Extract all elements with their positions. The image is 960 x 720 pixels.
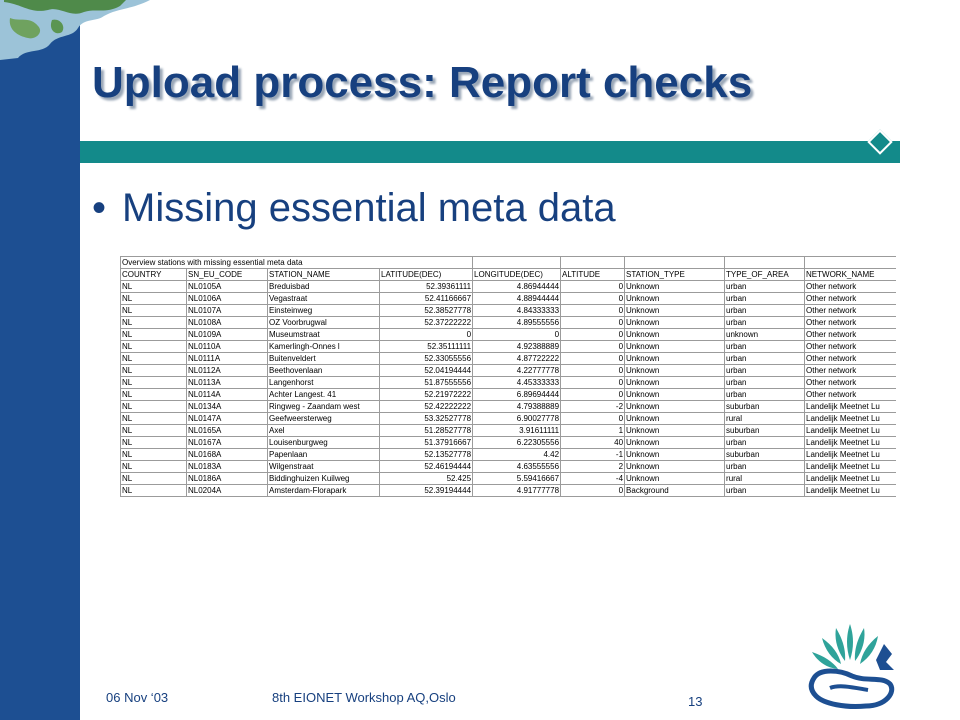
table-cell: 4.79388889 <box>473 401 561 413</box>
table-cell: 0 <box>561 329 625 341</box>
column-header: COUNTRY <box>121 269 187 281</box>
table-cell: Landelijk Meetnet Lu <box>805 413 896 425</box>
table-cell: NL0204A <box>187 485 268 497</box>
table-cell: NL <box>121 425 187 437</box>
table-cell: 52.42222222 <box>380 401 473 413</box>
table-cell: 4.89555556 <box>473 317 561 329</box>
table-cell: Unknown <box>625 437 725 449</box>
table-row <box>121 317 897 329</box>
table-cell: 52.39361111 <box>380 281 473 293</box>
table-cell: 0 <box>561 341 625 353</box>
table-cell: Geefweersterweg <box>268 413 380 425</box>
table-row <box>121 401 897 413</box>
table-cell: Amsterdam-Florapark <box>268 485 380 497</box>
table-row <box>121 353 897 365</box>
table-cell: -1 <box>561 449 625 461</box>
table-cell: 0 <box>561 353 625 365</box>
table-cell: urban <box>725 353 805 365</box>
table-cell: NL0112A <box>187 365 268 377</box>
table-cell: Louisenburgweg <box>268 437 380 449</box>
europe-map-icon <box>0 0 200 60</box>
table-cell: Unknown <box>625 449 725 461</box>
table-cell: 52.425 <box>380 473 473 485</box>
column-header: STATION_NAME <box>268 269 380 281</box>
table-cell: Other network <box>805 329 896 341</box>
table-cell: Papenlaan <box>268 449 380 461</box>
table-row <box>121 305 897 317</box>
table-cell: Unknown <box>625 377 725 389</box>
table-cell: urban <box>725 377 805 389</box>
footer-date: 06 Nov ‘03 <box>106 690 169 705</box>
table-row <box>121 473 897 485</box>
table-cell: urban <box>725 437 805 449</box>
table-cell: NL0168A <box>187 449 268 461</box>
table-cell: 51.37916667 <box>380 437 473 449</box>
table-cell: NL0110A <box>187 341 268 353</box>
table-cell: 52.35111111 <box>380 341 473 353</box>
spreadsheet-screenshot <box>120 256 896 512</box>
table-cell: 51.87555556 <box>380 377 473 389</box>
table-cell: NL <box>121 449 187 461</box>
table-cell: 52.46194444 <box>380 461 473 473</box>
bullet-icon: • <box>92 186 107 230</box>
table-cell: NL <box>121 293 187 305</box>
table-cell: Breduisbad <box>268 281 380 293</box>
table-caption-row <box>121 257 897 269</box>
table-cell: -2 <box>561 401 625 413</box>
stations-table <box>120 256 896 497</box>
table-cell: 0 <box>561 413 625 425</box>
table-cell: 40 <box>561 437 625 449</box>
table-cell: NL <box>121 389 187 401</box>
table-cell: 4.84333333 <box>473 305 561 317</box>
table-cell: 52.13527778 <box>380 449 473 461</box>
table-cell: urban <box>725 305 805 317</box>
table-cell: NL0111A <box>187 353 268 365</box>
table-cell: Landelijk Meetnet Lu <box>805 473 896 485</box>
table-cell: Unknown <box>625 413 725 425</box>
table-cell: Landelijk Meetnet Lu <box>805 437 896 449</box>
table-cell: Other network <box>805 365 896 377</box>
table-cell: 4.63555556 <box>473 461 561 473</box>
table-cell: NL0147A <box>187 413 268 425</box>
table-cell: urban <box>725 293 805 305</box>
table-cell: 52.38527778 <box>380 305 473 317</box>
table-row <box>121 377 897 389</box>
table-cell: urban <box>725 485 805 497</box>
table-cell: urban <box>725 461 805 473</box>
table-row <box>121 461 897 473</box>
table-cell: Landelijk Meetnet Lu <box>805 485 896 497</box>
table-cell: 52.41166667 <box>380 293 473 305</box>
table-cell: NL <box>121 317 187 329</box>
table-cell: suburban <box>725 425 805 437</box>
table-row <box>121 341 897 353</box>
table-cell: Landelijk Meetnet Lu <box>805 401 896 413</box>
table-caption: Overview stations with missing essential meta data <box>121 257 473 269</box>
table-cell: NL <box>121 329 187 341</box>
table-cell: unknown <box>725 329 805 341</box>
column-header: LONGITUDE(DEC) <box>473 269 561 281</box>
table-cell: 4.45333333 <box>473 377 561 389</box>
table-cell: urban <box>725 365 805 377</box>
table-cell: Unknown <box>625 353 725 365</box>
table-row <box>121 365 897 377</box>
column-header: ALTITUDE <box>561 269 625 281</box>
table-cell: Museumstraat <box>268 329 380 341</box>
table-cell: 52.04194444 <box>380 365 473 377</box>
table-cell: 0 <box>561 365 625 377</box>
table-cell: NL <box>121 281 187 293</box>
table-cell: 4.87722222 <box>473 353 561 365</box>
table-row <box>121 293 897 305</box>
table-cell: urban <box>725 317 805 329</box>
table-cell: rural <box>725 473 805 485</box>
table-cell: 0 <box>561 293 625 305</box>
table-cell: NL <box>121 437 187 449</box>
table-cell: NL <box>121 365 187 377</box>
table-cell: Unknown <box>625 425 725 437</box>
page-number: 13 <box>688 694 703 709</box>
column-header: SN_EU_CODE <box>187 269 268 281</box>
slide-title: Upload process: Report checks <box>92 58 753 107</box>
title-underline-bar <box>80 141 900 163</box>
table-cell: 6.89694444 <box>473 389 561 401</box>
table-cell: NL <box>121 401 187 413</box>
column-header: TYPE_OF_AREA <box>725 269 805 281</box>
table-cell: 0 <box>561 485 625 497</box>
table-cell: NL0109A <box>187 329 268 341</box>
table-cell: NL0106A <box>187 293 268 305</box>
table-cell: suburban <box>725 449 805 461</box>
table-cell: Unknown <box>625 401 725 413</box>
table-cell: Landelijk Meetnet Lu <box>805 461 896 473</box>
table-row <box>121 389 897 401</box>
bullet-point <box>92 186 616 231</box>
table-cell: 2 <box>561 461 625 473</box>
table-cell: Other network <box>805 353 896 365</box>
table-cell: Landelijk Meetnet Lu <box>805 449 896 461</box>
table-cell: Unknown <box>625 329 725 341</box>
table-cell: NL0167A <box>187 437 268 449</box>
table-cell: Kamerlingh-Onnes l <box>268 341 380 353</box>
table-cell: 4.22777778 <box>473 365 561 377</box>
table-cell: 5.59416667 <box>473 473 561 485</box>
table-cell: NL <box>121 305 187 317</box>
bullet-text: Missing essential meta data <box>122 186 616 230</box>
table-cell: Background <box>625 485 725 497</box>
table-row <box>121 329 897 341</box>
table-cell: 53.32527778 <box>380 413 473 425</box>
table-cell: 0 <box>380 329 473 341</box>
table-cell: Biddinghuizen Kuilweg <box>268 473 380 485</box>
table-cell: NL0105A <box>187 281 268 293</box>
table-cell: Unknown <box>625 305 725 317</box>
table-cell: Axel <box>268 425 380 437</box>
table-row <box>121 425 897 437</box>
table-cell: 0 <box>473 329 561 341</box>
table-cell: Landelijk Meetnet Lu <box>805 425 896 437</box>
table-cell: 6.22305556 <box>473 437 561 449</box>
table-cell: Unknown <box>625 281 725 293</box>
table-cell: 0 <box>561 305 625 317</box>
table-row <box>121 413 897 425</box>
column-header: NETWORK_NAME <box>805 269 896 281</box>
table-cell: 0 <box>561 317 625 329</box>
table-cell: NL <box>121 377 187 389</box>
table-cell: urban <box>725 281 805 293</box>
table-row <box>121 485 897 497</box>
table-cell: Other network <box>805 377 896 389</box>
table-cell: Other network <box>805 305 896 317</box>
table-cell: Einsteinweg <box>268 305 380 317</box>
table-cell: 52.39194444 <box>380 485 473 497</box>
table-cell: NL0113A <box>187 377 268 389</box>
table-cell: 6.90027778 <box>473 413 561 425</box>
table-cell: Unknown <box>625 389 725 401</box>
table-cell: NL0107A <box>187 305 268 317</box>
table-cell: Unknown <box>625 461 725 473</box>
table-cell: NL0108A <box>187 317 268 329</box>
table-cell: 52.33055556 <box>380 353 473 365</box>
table-cell: suburban <box>725 401 805 413</box>
table-cell: Vegastraat <box>268 293 380 305</box>
table-cell: Other network <box>805 317 896 329</box>
table-cell: NL <box>121 473 187 485</box>
table-cell: NL0134A <box>187 401 268 413</box>
table-cell: Beethovenlaan <box>268 365 380 377</box>
table-cell: 0 <box>561 377 625 389</box>
table-cell: NL <box>121 341 187 353</box>
table-cell: 3.91611111 <box>473 425 561 437</box>
table-cell: Ringweg - Zaandam west <box>268 401 380 413</box>
table-cell: 4.91777778 <box>473 485 561 497</box>
table-cell: rural <box>725 413 805 425</box>
table-cell: 0 <box>561 281 625 293</box>
table-cell: 4.88944444 <box>473 293 561 305</box>
table-cell: Other network <box>805 293 896 305</box>
table-cell: 0 <box>561 389 625 401</box>
table-cell: 4.86944444 <box>473 281 561 293</box>
table-cell: NL0114A <box>187 389 268 401</box>
table-cell: 52.37222222 <box>380 317 473 329</box>
table-cell: NL0165A <box>187 425 268 437</box>
column-header: LATITUDE(DEC) <box>380 269 473 281</box>
table-cell: Unknown <box>625 341 725 353</box>
table-cell: Unknown <box>625 365 725 377</box>
table-cell: NL <box>121 413 187 425</box>
column-header: STATION_TYPE <box>625 269 725 281</box>
table-cell: Unknown <box>625 473 725 485</box>
table-row <box>121 281 897 293</box>
table-cell: Other network <box>805 281 896 293</box>
table-cell: OZ Voorbrugwal <box>268 317 380 329</box>
table-cell: -4 <box>561 473 625 485</box>
footer-event: 8th EIONET Workshop AQ,Oslo <box>272 690 456 705</box>
table-cell: Unknown <box>625 317 725 329</box>
eea-logo-icon <box>800 614 900 714</box>
table-cell: Achter Langest. 41 <box>268 389 380 401</box>
table-cell: Other network <box>805 341 896 353</box>
table-cell: 52.21972222 <box>380 389 473 401</box>
table-cell: Wilgenstraat <box>268 461 380 473</box>
table-cell: urban <box>725 389 805 401</box>
table-cell: Langenhorst <box>268 377 380 389</box>
table-cell: NL <box>121 461 187 473</box>
table-cell: NL <box>121 485 187 497</box>
table-cell: Unknown <box>625 293 725 305</box>
table-header-row <box>121 269 897 281</box>
left-sidebar-bar <box>0 0 80 720</box>
table-cell: Other network <box>805 389 896 401</box>
table-cell: NL <box>121 353 187 365</box>
table-row <box>121 437 897 449</box>
table-cell: 1 <box>561 425 625 437</box>
table-row <box>121 449 897 461</box>
table-cell: NL0183A <box>187 461 268 473</box>
table-cell: 51.28527778 <box>380 425 473 437</box>
table-cell: NL0186A <box>187 473 268 485</box>
table-cell: 4.42 <box>473 449 561 461</box>
table-cell: 4.92388889 <box>473 341 561 353</box>
table-cell: urban <box>725 341 805 353</box>
table-cell: Buitenveldert <box>268 353 380 365</box>
